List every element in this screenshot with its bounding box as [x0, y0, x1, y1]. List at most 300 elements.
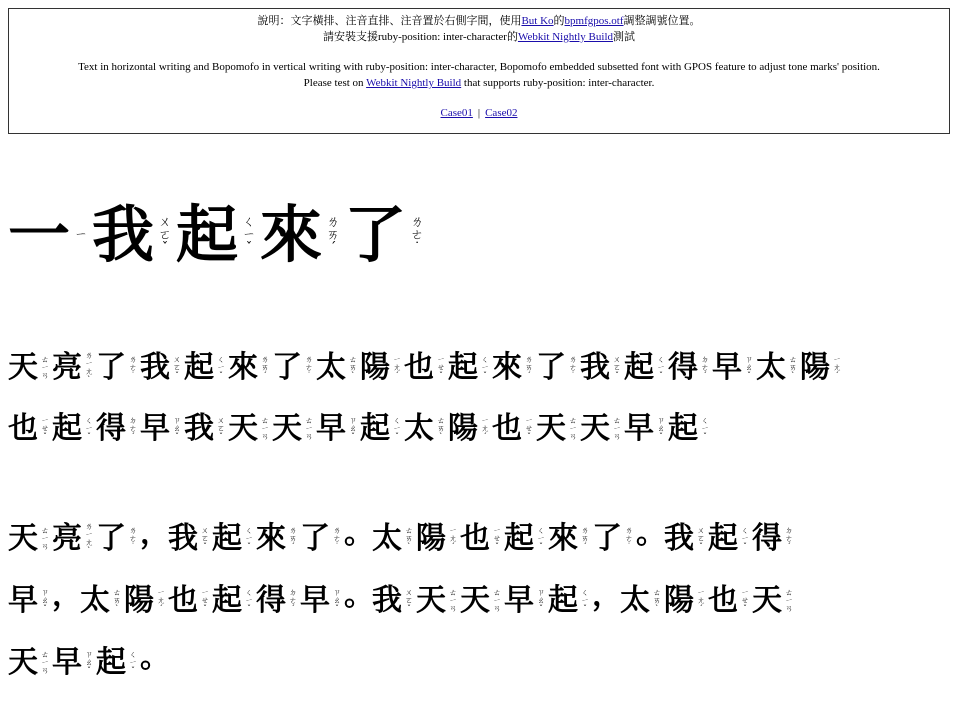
base-character: 起: [668, 411, 698, 446]
bopomofo-symbol: ㄌ: [581, 525, 589, 535]
bopomofo-annotation: [782, 589, 796, 613]
bopomofo-symbol: ㄗ: [173, 416, 181, 425]
bopomofo-annotation: [198, 589, 212, 613]
bopomofo-symbol: ㄌ: [326, 214, 340, 230]
ruby-cell: [8, 411, 52, 446]
bopomofo-symbol: ㄠ: [349, 424, 357, 433]
bopomofo-symbol: ㄧ: [741, 587, 749, 597]
bopomofo-symbol: ㄤ: [697, 595, 705, 605]
bopomofo-symbol: ˇ: [659, 371, 663, 380]
bopomofo-symbol: ㄗ: [85, 649, 93, 659]
bopomofo-symbol: ˇ: [203, 541, 207, 551]
bopomofo-symbol: ㄌ: [333, 525, 341, 535]
paragraph-2-line-1: [8, 508, 796, 555]
bopomofo-symbol: ㄑ: [393, 416, 401, 425]
bopomofo-symbol: ㄧ: [493, 525, 501, 535]
ruby-cell: [52, 411, 96, 446]
bopomofo-annotation: [258, 356, 272, 380]
bopomofo-symbol: ㄛ: [158, 227, 172, 243]
bopomofo-symbol: ㄜ: [625, 533, 633, 543]
base-character: 我: [372, 582, 402, 618]
base-character: 陽: [664, 582, 694, 618]
bopomofo-annotation: [650, 589, 664, 613]
bopomofo-symbol: ㄤ: [481, 424, 489, 433]
bopomofo-annotation: [694, 589, 708, 613]
bopomofo-symbol: ㄊ: [305, 416, 313, 425]
bopomofo-symbol: ㄠ: [745, 363, 753, 372]
bopomofo-symbol: ㄜ: [289, 595, 297, 605]
ruby-cell: [168, 582, 212, 618]
bopomofo-symbol: ˇ: [539, 541, 543, 551]
bopomofo-symbol: ㄊ: [261, 416, 269, 425]
bopomofo-annotation: [578, 527, 592, 551]
ruby-cell: [664, 520, 708, 556]
base-character: 了: [96, 350, 126, 385]
base-character: 陽: [448, 411, 478, 446]
bopomofo-symbol: ˊ: [451, 541, 455, 551]
bopomofo-annotation: [170, 356, 184, 380]
base-character: 了: [272, 350, 302, 385]
bopomofo-annotation: [38, 589, 52, 613]
bopomofo-annotation: [478, 417, 492, 441]
base-character: 天: [752, 582, 782, 618]
bopomofo-annotation: [654, 417, 668, 441]
bopomofo-symbol: ˇ: [131, 665, 135, 675]
base-character: 了: [300, 520, 330, 556]
bopomofo-symbol: ㄢ: [449, 603, 457, 613]
bopomofo-symbol: ˇ: [583, 603, 587, 613]
bopomofo-symbol: ㄊ: [493, 587, 501, 597]
case02-link[interactable]: Case02: [485, 107, 518, 119]
bopomofo-symbol: ㄨ: [158, 214, 172, 230]
bopomofo-symbol: ㄝ: [201, 595, 209, 605]
base-character: 起: [52, 411, 82, 446]
bopomofo-annotation: [446, 527, 460, 551]
base-character: 起: [708, 520, 738, 556]
bopomofo-symbol: ˇ: [703, 432, 707, 441]
ruby-cell: [492, 411, 536, 446]
info-text: 說明：文字橫排、注音直排、注音置於右側字間，使用: [257, 15, 522, 27]
base-character: 也: [8, 411, 38, 446]
bopomofo-symbol: ㄝ: [525, 424, 533, 433]
bopomofo-symbol: ㄧ: [481, 363, 489, 372]
bopomofo-symbol: ㄧ: [85, 424, 93, 433]
bopomofo-symbol: ㄑ: [245, 525, 253, 535]
ruby-cell: [256, 520, 300, 556]
bopomofo-symbol: ㄞ: [349, 363, 357, 372]
ruby-cell: [300, 582, 344, 618]
base-character: 得: [256, 582, 286, 618]
bopomofo-annotation: [38, 527, 52, 551]
bopomofo-symbol: ˋ: [439, 432, 443, 441]
base-character: 得: [96, 411, 126, 446]
bopomofo-symbol: ˊ: [131, 432, 135, 441]
ruby-cell: [708, 582, 752, 618]
bopomofo-symbol: ㄢ: [261, 432, 269, 441]
bopomofo-symbol: ˇ: [743, 541, 747, 551]
bopomofo-symbol: ㄧ: [537, 533, 545, 543]
bopomofo-annotation: [522, 417, 536, 441]
bopomofo-symbol: ㄑ: [245, 587, 253, 597]
bopomofo-annotation: [154, 216, 176, 255]
base-character: 我: [140, 350, 170, 385]
bopomofo-symbol: ㄝ: [41, 424, 49, 433]
ruby-cell: [52, 644, 96, 680]
bopomofo-annotation: [490, 527, 504, 551]
bopomofo-annotation: [330, 589, 344, 613]
base-character: 太: [620, 582, 650, 618]
bopomofo-annotation: [698, 417, 712, 441]
base-character: 陽: [416, 520, 446, 556]
bopomofo-annotation: [286, 527, 300, 551]
ruby-cell: [536, 350, 580, 385]
bopomofo-symbol: ˙: [335, 541, 339, 551]
bopomofo-annotation: [38, 356, 52, 380]
base-character: 天: [8, 520, 38, 556]
ruby-cell: [8, 350, 52, 385]
ruby-cell: [8, 198, 92, 271]
ruby-cell: [708, 520, 752, 556]
bopomofo-symbol: ㄑ: [537, 525, 545, 535]
bopomofo-symbol: ㄉ: [289, 587, 297, 597]
base-character: 來: [256, 520, 286, 556]
bopomofo-annotation: [402, 527, 416, 551]
bopomofo-symbol: ㄜ: [305, 363, 313, 372]
bopomofo-symbol: ㄢ: [305, 432, 313, 441]
bopomofo-symbol: ㄨ: [201, 525, 209, 535]
bopomofo-annotation: [390, 417, 404, 441]
bopomofo-symbol: ㄨ: [405, 587, 413, 597]
base-character: 一: [8, 198, 71, 271]
base-character: 早: [624, 411, 654, 446]
case01-link[interactable]: Case01: [440, 107, 473, 119]
bopomofo-symbol: ㄨ: [217, 416, 225, 425]
bopomofo-symbol: ㄧ: [242, 227, 256, 243]
bopomofo-symbol: ㄧ: [493, 595, 501, 605]
ruby-cell: [52, 520, 96, 556]
ruby-cell: [260, 198, 344, 271]
ruby-cell: [140, 350, 184, 385]
bopomofo-annotation: [82, 523, 96, 555]
bopomofo-annotation: [82, 417, 96, 441]
bopomofo-symbol: ㄉ: [701, 355, 709, 364]
bopomofo-symbol: ㄜ: [333, 533, 341, 543]
bopomofo-symbol: ㄢ: [613, 432, 621, 441]
ruby-cell: [300, 520, 344, 556]
bopomofo-symbol: ㄌ: [129, 525, 137, 535]
base-character: 太: [404, 411, 434, 446]
ruby-cell: [756, 350, 800, 385]
base-character: 了: [96, 520, 126, 556]
ruby-cell: [360, 350, 404, 385]
bopomofo-symbol: ㄌ: [525, 355, 533, 364]
ruby-cell: [620, 582, 664, 618]
base-character: 了: [592, 520, 622, 556]
ruby-cell: [8, 520, 52, 556]
bopomofo-symbol: ㄧ: [41, 416, 49, 425]
bopomofo-symbol: ㄞ: [289, 533, 297, 543]
bopomofo-symbol: ㄗ: [349, 416, 357, 425]
bopomofo-symbol: ㄧ: [569, 424, 577, 433]
bopomofo-symbol: ㄧ: [74, 227, 88, 243]
bopomofo-symbol: ㄧ: [613, 424, 621, 433]
ruby-cell: [96, 520, 140, 556]
base-character: 陽: [360, 350, 390, 385]
bopomofo-symbol: ㄧ: [701, 424, 709, 433]
bopomofo-annotation: [534, 589, 548, 613]
bopomofo-symbol: ˙: [131, 541, 135, 551]
bopomofo-symbol: ㄧ: [261, 424, 269, 433]
ruby-cell: [752, 520, 796, 556]
bopomofo-symbol: ㄜ: [129, 424, 137, 433]
ruby-cell: [536, 411, 580, 446]
paragraph-1-line-2: [8, 411, 712, 446]
bopomofo-symbol: ㄑ: [657, 355, 665, 364]
punctuation-mark: ，: [52, 578, 82, 613]
bopomofo-symbol: ㄧ: [305, 424, 313, 433]
bopomofo-symbol: ㄌ: [85, 351, 93, 360]
bopomofo-annotation: [110, 589, 124, 613]
ruby-cell: [448, 411, 492, 446]
font-file-link[interactable]: bpmfgpos.otf: [564, 15, 624, 27]
bopomofo-symbol: ㄉ: [785, 525, 793, 535]
ruby-cell: [592, 520, 636, 556]
ruby-cell: [404, 411, 448, 446]
bopomofo-symbol: ˋ: [655, 603, 659, 613]
bopomofo-symbol: ㄧ: [481, 416, 489, 425]
bopomofo-symbol: ㄛ: [173, 363, 181, 372]
info-text: 調整調號位置。: [623, 15, 701, 27]
base-character: 我: [92, 198, 155, 271]
bopomofo-symbol: ˊ: [703, 371, 707, 380]
bopomofo-symbol: ㄧ: [657, 363, 665, 372]
bopomofo-symbol: ˊ: [527, 371, 531, 380]
base-character: 起: [548, 582, 578, 618]
bopomofo-annotation: [302, 356, 316, 380]
punctuation-mark: 。: [636, 516, 666, 551]
base-character: 了: [344, 198, 407, 271]
bopomofo-symbol: ˊ: [329, 240, 337, 256]
case-nav: [9, 105, 949, 121]
bopomofo-symbol: ㄌ: [261, 355, 269, 364]
bopomofo-annotation: [478, 356, 492, 380]
bopomofo-symbol: ㄢ: [41, 371, 49, 380]
bopomofo-annotation: [258, 417, 272, 441]
bopomofo-symbol: ㄠ: [537, 595, 545, 605]
bopomofo-annotation: [238, 216, 260, 255]
ruby-cell: [404, 350, 448, 385]
ruby-cell: [624, 411, 668, 446]
webkit-nightly-link-en[interactable]: Webkit Nightly Build: [366, 77, 462, 89]
bopomofo-symbol: ˇ: [175, 432, 179, 441]
base-character: 天: [460, 582, 490, 618]
bopomofo-annotation: [738, 589, 752, 613]
bopomofo-symbol: ㄜ: [410, 227, 424, 243]
base-character: 起: [448, 350, 478, 385]
bopomofo-symbol: ㄛ: [405, 595, 413, 605]
bopomofo-symbol: ㄊ: [613, 416, 621, 425]
bopomofo-symbol: ㄊ: [41, 525, 49, 535]
ruby-cell: [504, 520, 548, 556]
ruby-cell: [668, 411, 712, 446]
ruby-cell: [416, 582, 460, 618]
bopomofo-symbol: ㄛ: [697, 533, 705, 543]
bopomofo-symbol: ㄧ: [41, 363, 49, 372]
bopomofo-symbol: ㄝ: [741, 595, 749, 605]
bopomofo-symbol: ㄊ: [437, 416, 445, 425]
bopomofo-symbol: ˇ: [407, 603, 411, 613]
bopomofo-annotation: [330, 527, 344, 551]
bopomofo-symbol: ˇ: [351, 432, 355, 441]
bopomofo-symbol: ㄠ: [333, 595, 341, 605]
bopomofo-symbol: ㄢ: [493, 603, 501, 613]
bopomofo-symbol: ㄢ: [569, 432, 577, 441]
bopomofo-symbol: ㄑ: [217, 355, 225, 364]
ruby-cell: [96, 644, 140, 680]
bopomofo-symbol: ㄤ: [85, 367, 93, 376]
bopomofo-annotation: [434, 356, 448, 380]
webkit-nightly-link-zh[interactable]: Webkit Nightly Build: [517, 31, 614, 43]
bopomofo-symbol: ㄠ: [85, 657, 93, 667]
but-ko-link[interactable]: But Ko: [521, 15, 554, 27]
info-line-4: [9, 75, 949, 91]
bopomofo-annotation: [694, 527, 708, 551]
bopomofo-symbol: ˇ: [247, 603, 251, 613]
bopomofo-annotation: [742, 356, 756, 380]
bopomofo-symbol: ˋ: [351, 371, 355, 380]
punctuation-mark: ，: [592, 578, 622, 613]
punctuation-mark: ，: [140, 516, 170, 551]
base-character: 也: [404, 350, 434, 385]
base-character: 我: [580, 350, 610, 385]
base-character: 來: [228, 350, 258, 385]
bopomofo-annotation: [126, 527, 140, 551]
bopomofo-symbol: ˇ: [483, 371, 487, 380]
bopomofo-symbol: ㄑ: [129, 649, 137, 659]
bopomofo-symbol: ㄊ: [113, 587, 121, 597]
ruby-cell: [8, 582, 52, 618]
base-character: 我: [664, 520, 694, 556]
bopomofo-symbol: ㄞ: [525, 363, 533, 372]
bopomofo-symbol: ˇ: [247, 541, 251, 551]
bopomofo-symbol: ㄤ: [85, 537, 93, 547]
bopomofo-symbol: ˇ: [219, 432, 223, 441]
bopomofo-annotation: [490, 589, 504, 613]
bopomofo-symbol: ˊ: [583, 541, 587, 551]
bopomofo-symbol: ㄧ: [697, 587, 705, 597]
bopomofo-symbol: ㄨ: [173, 355, 181, 364]
bopomofo-annotation: [738, 527, 752, 551]
bopomofo-annotation: [214, 417, 228, 441]
base-character: 早: [504, 582, 534, 618]
base-character: 陽: [800, 350, 830, 385]
base-character: 也: [708, 582, 738, 618]
bopomofo-symbol: ˊ: [159, 603, 163, 613]
info-text: 請安裝支援ruby-position: inter-character的: [322, 31, 518, 43]
base-character: 天: [536, 411, 566, 446]
bopomofo-symbol: ㄧ: [157, 587, 165, 597]
bopomofo-annotation: [610, 356, 624, 380]
bopomofo-symbol: ˊ: [291, 603, 295, 613]
base-character: 天: [416, 582, 446, 618]
bopomofo-symbol: ㄧ: [201, 587, 209, 597]
bopomofo-symbol: ˇ: [203, 603, 207, 613]
base-character: 太: [756, 350, 786, 385]
bopomofo-symbol: ˇ: [395, 432, 399, 441]
bopomofo-symbol: ㄧ: [85, 359, 93, 368]
base-character: 起: [176, 198, 239, 271]
info-text: 測試: [613, 31, 636, 43]
ruby-cell: [448, 350, 492, 385]
bopomofo-symbol: ㄤ: [157, 595, 165, 605]
bopomofo-symbol: ㄑ: [481, 355, 489, 364]
bopomofo-symbol: ˊ: [395, 371, 399, 380]
bopomofo-symbol: ˊ: [263, 371, 267, 380]
base-character: 天: [228, 411, 258, 446]
bopomofo-symbol: ㄊ: [789, 355, 797, 364]
bopomofo-annotation: [126, 356, 140, 380]
bopomofo-symbol: ㄤ: [393, 363, 401, 372]
base-character: 得: [668, 350, 698, 385]
bopomofo-symbol: ㄉ: [129, 416, 137, 425]
bopomofo-symbol: ˇ: [87, 432, 91, 441]
bopomofo-symbol: ㄗ: [41, 587, 49, 597]
bopomofo-symbol: ㄛ: [201, 533, 209, 543]
base-character: 起: [624, 350, 654, 385]
base-character: 也: [492, 411, 522, 446]
bopomofo-symbol: ㄝ: [437, 363, 445, 372]
base-character: 了: [536, 350, 566, 385]
punctuation-mark: 。: [344, 578, 374, 613]
bopomofo-annotation: [566, 356, 580, 380]
ruby-cell: [96, 350, 140, 385]
bopomofo-annotation: [214, 356, 228, 380]
bopomofo-symbol: ㄧ: [217, 363, 225, 372]
bopomofo-symbol: ㄢ: [785, 603, 793, 613]
base-character: 起: [360, 411, 390, 446]
base-character: 天: [8, 644, 38, 680]
bopomofo-symbol: ㄗ: [745, 355, 753, 364]
ruby-cell: [372, 582, 416, 618]
bopomofo-symbol: ˇ: [439, 371, 443, 380]
bopomofo-annotation: [126, 417, 140, 441]
bopomofo-symbol: ㄞ: [581, 533, 589, 543]
case-separator: |: [477, 107, 481, 119]
bopomofo-annotation: [154, 589, 168, 613]
bopomofo-symbol: ㄧ: [393, 355, 401, 364]
ruby-cell: [360, 411, 404, 446]
bopomofo-annotation: [346, 417, 360, 441]
bopomofo-symbol: ㄧ: [449, 595, 457, 605]
bopomofo-annotation: [198, 527, 212, 551]
bopomofo-symbol: ˇ: [615, 371, 619, 380]
bopomofo-symbol: ˋ: [87, 545, 91, 555]
bopomofo-symbol: ˇ: [495, 541, 499, 551]
bopomofo-symbol: ˊ: [787, 541, 791, 551]
ruby-cell: [184, 411, 228, 446]
bopomofo-symbol: ㄧ: [245, 595, 253, 605]
bopomofo-symbol: ㄌ: [569, 355, 577, 364]
ruby-cell: [800, 350, 844, 385]
ruby-cell: [92, 198, 176, 271]
bopomofo-symbol: ㄢ: [41, 541, 49, 551]
bopomofo-annotation: [446, 589, 460, 613]
bopomofo-annotation: [566, 417, 580, 441]
bopomofo-symbol: ㄜ: [129, 533, 137, 543]
bopomofo-annotation: [38, 417, 52, 441]
bopomofo-annotation: [82, 651, 96, 675]
ruby-cell: [460, 520, 504, 556]
